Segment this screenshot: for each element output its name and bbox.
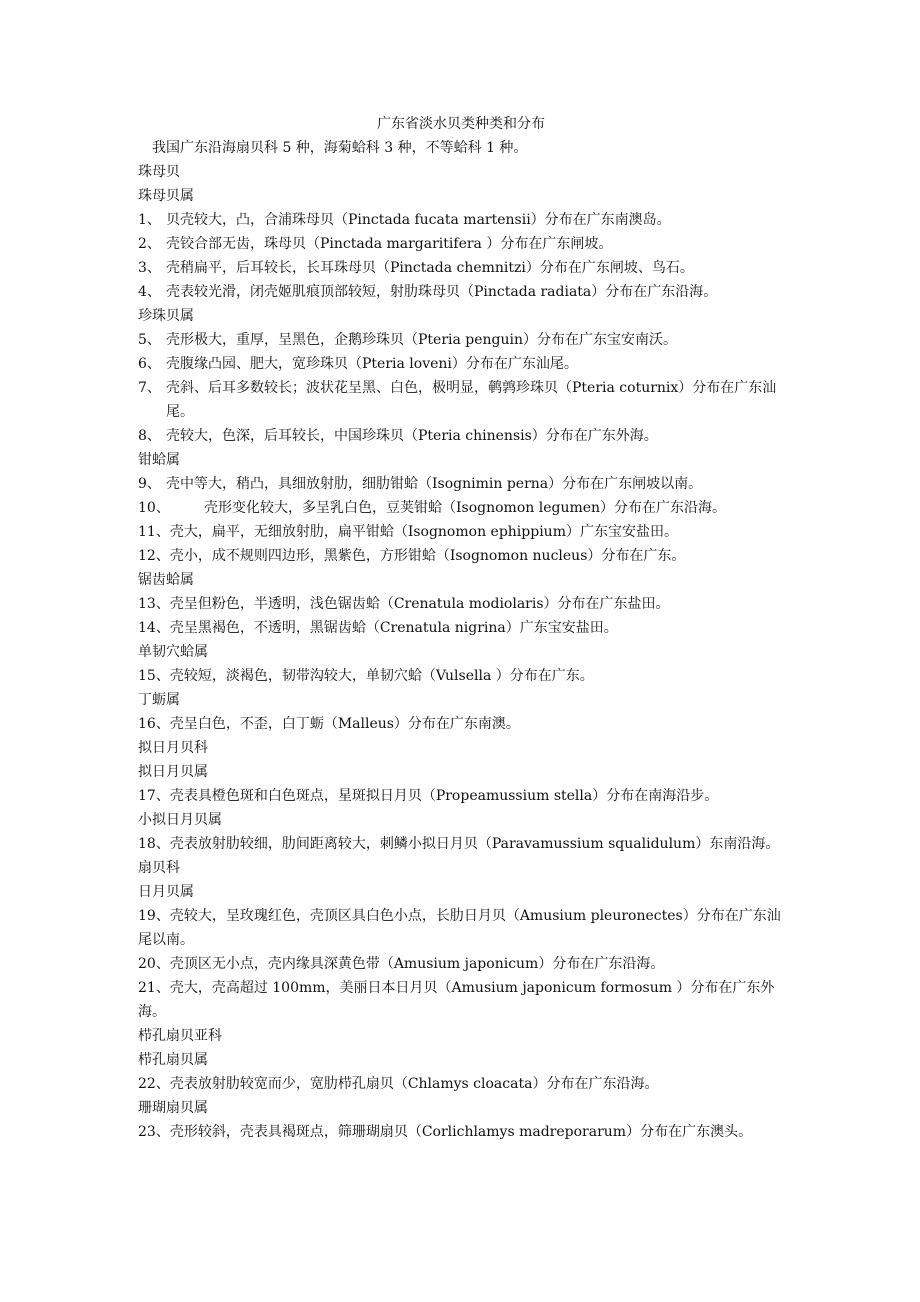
list-item-text: 壳稍扁平，后耳较长，长耳珠母贝（Pinctada chemnitzi）分布在广东闸坡、鸟石。 — [166, 260, 694, 276]
list-item: 16、壳呈白色，不歪，白丁蛎（Malleus）分布在广东南澳。 — [138, 716, 520, 732]
section-heading: 单韧穴蛤属 — [138, 644, 208, 660]
section-heading: 锯齿蛤属 — [138, 572, 194, 588]
list-item-number: 1、 — [138, 212, 161, 228]
list-item: 18、壳表放射肋较细，肋间距离较大，刺鳞小拟日月贝（Paravamussium squalidulum）东南沿海。 — [138, 836, 780, 852]
list-item-number: 5、 — [138, 332, 161, 348]
list-item — [138, 256, 784, 280]
list-item — [138, 328, 784, 352]
list-item: 11、壳大，扁平，无细放射肋，扁平钳蛤（Isognomon ephippium）广东宝安盐田。 — [138, 524, 678, 540]
document-title: 广东省淡水贝类种类和分布 — [377, 116, 545, 132]
section-heading: 小拟日月贝属 — [138, 812, 222, 828]
list-item — [138, 424, 784, 448]
section-heading: 栉孔扇贝属 — [138, 1052, 208, 1068]
section-heading: 拟日月贝科 — [138, 740, 208, 756]
section-heading: 珊瑚扇贝属 — [138, 1100, 208, 1116]
list-item — [138, 280, 784, 304]
list-item-number: 8、 — [138, 428, 161, 444]
list-item: 13、壳呈但粉色，半透明，浅色锯齿蛤（Crenatula modiolaris）分布在广东盐田。 — [138, 596, 670, 612]
list-item-text: 壳形极大，重厚，呈黑色，企鹅珍珠贝（Pteria penguin）分布在广东宝安南沃。 — [166, 332, 678, 348]
section-heading: 珍珠贝属 — [138, 308, 194, 324]
list-item — [138, 232, 784, 256]
list-item-number: 6、 — [138, 356, 161, 372]
intro-paragraph: 我国广东沿海扇贝科 5 种，海菊蛤科 3 种，不等蛤科 1 种。 — [152, 140, 528, 156]
content-lines — [138, 160, 784, 1144]
list-item-text: 贝壳较大，凸，合浦珠母贝（Pinctada fucata martensii）分布在广东南澳岛。 — [166, 212, 671, 228]
list-item: 14、壳呈黑褐色，不透明，黑锯齿蛤（Crenatula nigrina）广东宝安盐田。 — [138, 620, 618, 636]
section-heading: 丁蛎属 — [138, 692, 180, 708]
list-item-number: 2、 — [138, 236, 161, 252]
section-heading: 栉孔扇贝亚科 — [138, 1028, 222, 1044]
document-page — [138, 112, 784, 1144]
list-item-number: 7、 — [138, 380, 161, 396]
section-heading: 扇贝科 — [138, 860, 180, 876]
section-heading: 珠母贝 — [138, 164, 180, 180]
list-item: 17、壳表具橙色斑和白色斑点，星斑拟日月贝（Propeamussium stella）分布在南海沿步。 — [138, 788, 719, 804]
list-item-text: 壳较大，色深，后耳较长，中国珍珠贝（Pteria chinensis）分布在广东外海。 — [166, 428, 658, 444]
list-item-text: 壳表较光滑，闭壳姬肌痕顶部较短，射肋珠母贝（Pinctada radiata）分布在广东沿海。 — [166, 284, 718, 300]
list-item-number: 9、 — [138, 476, 161, 492]
list-item-text: 壳形变化较大，多呈乳白色，豆荚钳蛤（Isognomon legumen）分布在广东沿海。 — [204, 500, 727, 516]
list-item — [138, 376, 784, 424]
list-item — [138, 496, 784, 520]
list-item: 12、壳小，成不规则四边形，黑紫色，方形钳蛤（Isognomon nucleus）分布在广东。 — [138, 548, 686, 564]
list-item-text: 壳铰合部无齿，珠母贝（Pinctada margaritifera ）分布在广东闸坡。 — [166, 236, 613, 252]
list-item: 22、壳表放射肋较宽而少，宽肋栉孔扇贝（Chlamys cloacata）分布在广东沿海。 — [138, 1076, 659, 1092]
list-item — [138, 352, 784, 376]
list-item: 20、壳顶区无小点，壳内缘具深黄色带（Amusium japonicum）分布在广东沿海。 — [138, 956, 665, 972]
list-item-text: 壳腹缘凸园、肥大，宽珍珠贝（Pteria loveni）分布在广东汕尾。 — [166, 356, 578, 372]
section-heading: 日月贝属 — [138, 884, 194, 900]
list-item: 15、壳较短，淡褐色，韧带沟较大，单韧穴蛤（Vulsella ）分布在广东。 — [138, 668, 594, 684]
section-heading: 拟日月贝属 — [138, 764, 208, 780]
section-heading: 珠母贝属 — [138, 188, 194, 204]
list-item — [138, 208, 784, 232]
list-item: 19、壳较大，呈玫瑰红色，壳顶区具白色小点，长肋日月贝（Amusium pleuronectes）分布在广东汕尾以南。 — [138, 908, 781, 948]
list-item: 23、壳形较斜，壳表具褐斑点，筛珊瑚扇贝（Corlichlamys madreporarum）分布在广东澳头。 — [138, 1124, 753, 1140]
list-item-text: 壳中等大，稍凸，具细放射肋，细肋钳蛤（Isognimin perna）分布在广东闸坡以南。 — [166, 476, 703, 492]
list-item-text: 壳斜、后耳多数较长；波状花呈黑、白色，极明显，鹌鹑珍珠贝（Pteria coturnix）分布在广东汕尾。 — [166, 380, 777, 420]
section-heading: 钳蛤属 — [138, 452, 180, 468]
list-item-number: 4、 — [138, 284, 161, 300]
list-item: 21、壳大，壳高超过 100mm，美丽日本日月贝（Amusium japonicum formosum ）分布在广东外海。 — [138, 980, 775, 1020]
list-item — [138, 472, 784, 496]
list-item-number: 10、 — [138, 500, 170, 516]
list-item-number: 3、 — [138, 260, 161, 276]
